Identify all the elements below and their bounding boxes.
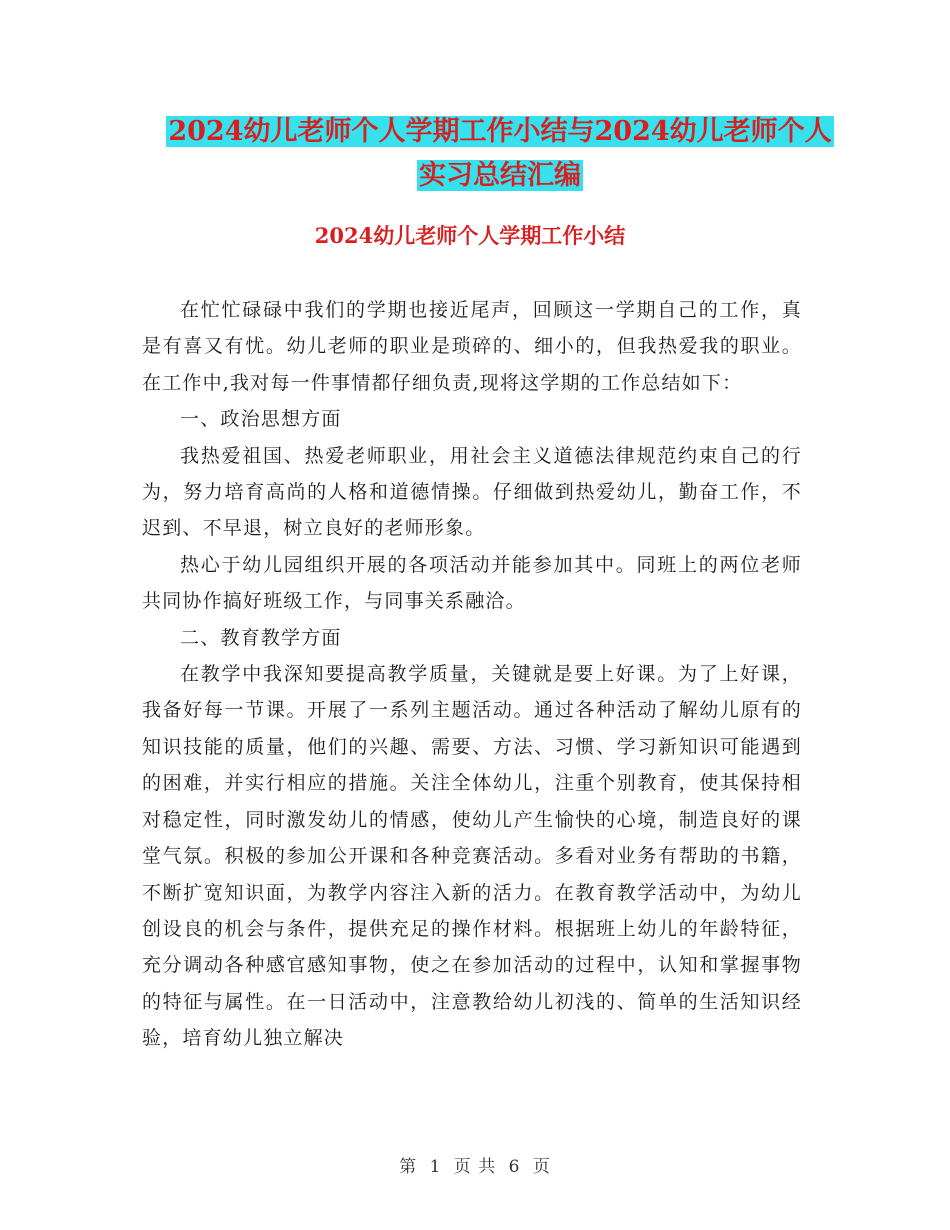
section-heading: 一、政治思想方面 [180, 408, 342, 431]
document-title-line2: 实习总结汇编 [419, 160, 581, 191]
document-title-line1: 2024幼儿老师个人学期工作小结与2024幼儿老师个人 [168, 116, 832, 147]
footer-total-pages: 6 [508, 1157, 521, 1177]
paragraph: 热心于幼儿园组织开展的各项活动并能参加其中。同班上的两位老师共同协作搞好班级工作，与同事关系融洽。 [142, 553, 802, 613]
footer-mid: 页 共 [453, 1157, 497, 1177]
footer-page-number: 1 [429, 1157, 442, 1177]
section-title: 2024幼儿老师个人学期工作小结 [314, 223, 626, 248]
paragraph: 在教学中我深知要提高教学质量，关键就是要上好课。为了上好课，我备好每一节课。开展了一系列主题活动。通过各种活动了解幼儿原有的知识技能的质量，他们的兴趣、需要、方法、习惯、学习新知识可能遇到的困难，并实行相应的措施。关注全体幼儿，注重个别教育，使其保持相对稳定性，同时激发幼儿的情感，使幼儿产生愉快的心境，制造良好的课堂气氛。积极的参加公开课和各种竞赛活动。多看对业务有帮助的书籍，不断扩宽知识面，为教学内容注入新的活力。在教育教学活动中，为幼儿创设良的机会与条件，提供充足的操作材料。根据班上幼儿的年龄特征，充分调动各种感官感知事物，使之在参加活动的过程中，认知和掌握事物的特征与属性。在一日活动中，注意教给幼儿初浅的、简单的生活知识经验，培育幼儿独立解决 [142, 663, 802, 1050]
paragraph: 我热爱祖国、热爱老师职业，用社会主义道德法律规范约束自己的行为，努力培育高尚的人格和道德情操。仔细做到热爱幼儿，勤奋工作，不迟到、不早退，树立良好的老师形象。 [142, 444, 802, 540]
section-heading: 二、教育教学方面 [180, 626, 342, 649]
document-body [142, 292, 802, 1057]
paragraph: 在忙忙碌碌中我们的学期也接近尾声，回顾这一学期自己的工作，真是有喜又有忧。幼儿老师的职业是琐碎的、细小的，但我热爱我的职业。在工作中,我对每一件事情都仔细负责,现将这学期的工作总结如下： [142, 299, 802, 394]
footer-suffix: 页 [532, 1157, 551, 1177]
document-title [140, 110, 860, 198]
page-footer [0, 1152, 950, 1177]
footer-prefix: 第 [399, 1157, 418, 1177]
